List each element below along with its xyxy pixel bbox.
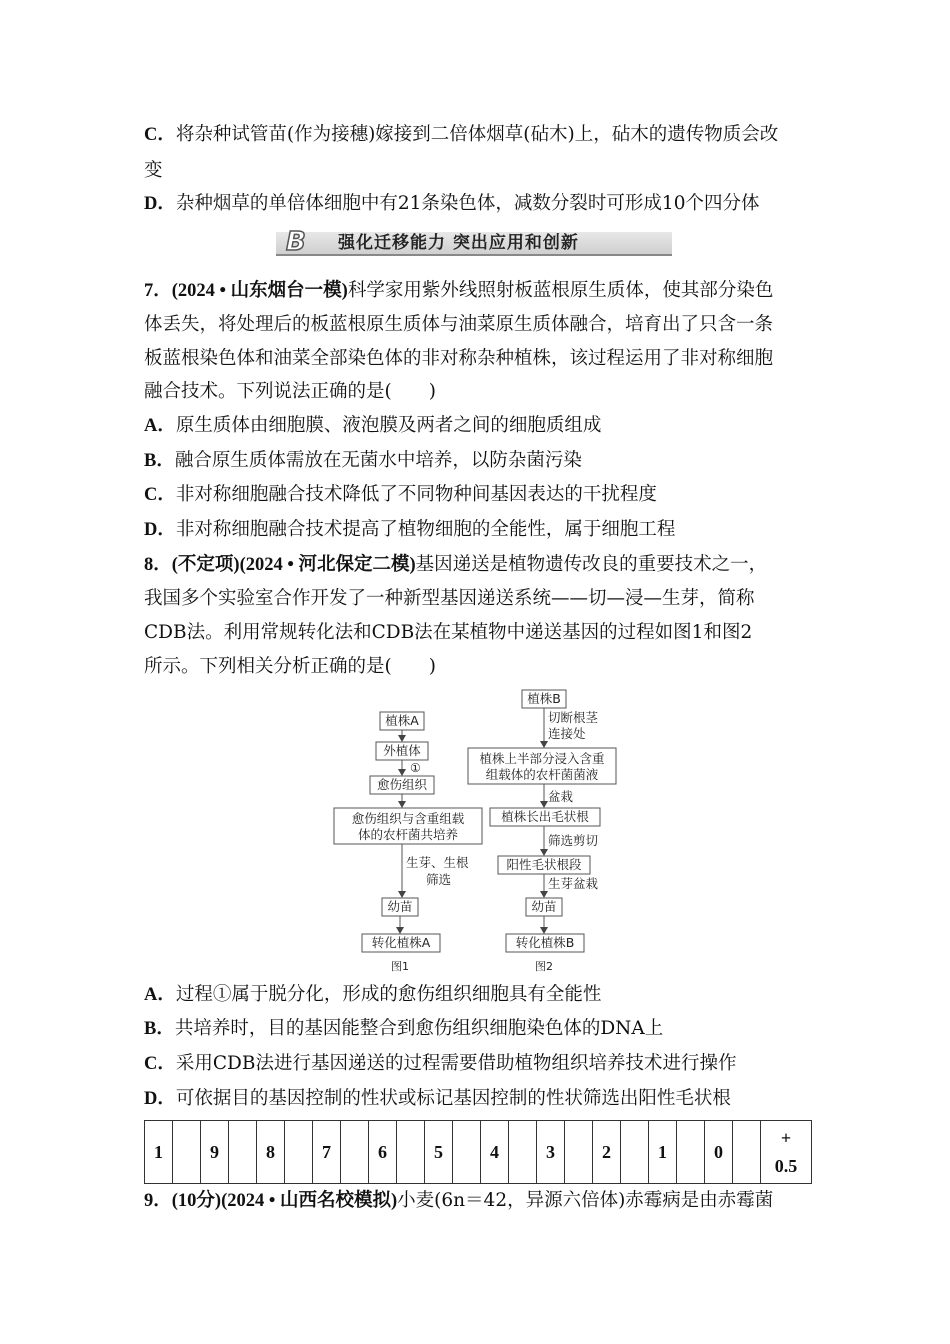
- fig2-step-2: 盆栽: [548, 789, 574, 804]
- score-blank[interactable]: [285, 1121, 313, 1184]
- fig1-label-transgenic-a: 转化植株A: [371, 935, 431, 950]
- fig2-step-1a: 切断根茎: [548, 710, 599, 725]
- fig1-step-2b: 筛选: [426, 872, 452, 887]
- q7-stem-line1: [144, 276, 773, 306]
- score-blank[interactable]: [509, 1121, 537, 1184]
- option-label: C．: [144, 1054, 176, 1074]
- fig2-label-transgenic-b: 转化植株B: [515, 935, 575, 950]
- option-text: 原生质体由细胞膜、液泡膜及两者之间的细胞质组成: [175, 415, 602, 436]
- fig1-label-coculture-1: 愈伤组织与含重组载: [351, 811, 465, 826]
- option-text: 非对称细胞融合技术降低了不同物种间基因表达的干扰程度: [175, 484, 657, 505]
- question-text: 小麦(6n＝42，异源六倍体)赤霉病是由赤霉菌: [397, 1190, 774, 1211]
- score-cell[interactable]: 9: [201, 1121, 229, 1184]
- option-text: 共培养时，目的基因能整合到愈伤组织细胞染色体的DNA上: [174, 1018, 664, 1039]
- q7-option-a: [144, 411, 601, 441]
- q8-stem-line2: 我国多个实验室合作开发了一种新型基因递送系统——切—浸—生芽，简称: [144, 588, 755, 609]
- question-source: (10分)(2024 • 山西名校模拟): [171, 1191, 398, 1211]
- fig1-step-2a: 生芽、生根: [406, 855, 469, 870]
- q8-stem-line4: 所示。下列相关分析正确的是( ): [144, 656, 436, 677]
- fig1-step-1: ①: [410, 761, 421, 775]
- option-text: 将杂种试管苗(作为接穗)嫁接到二倍体烟草(砧木)上，砧木的遗传物质会改: [175, 124, 779, 145]
- score-blank[interactable]: [621, 1121, 649, 1184]
- q8-option-b: [144, 1014, 663, 1044]
- score-blank[interactable]: [341, 1121, 369, 1184]
- question-source: (2024 • 山东烟台一模): [171, 281, 348, 301]
- score-blank[interactable]: [397, 1121, 425, 1184]
- q6-option-c: [144, 120, 778, 150]
- option-label: D．: [144, 520, 176, 540]
- fig2-step-3: 筛选剪切: [548, 833, 599, 848]
- q8-option-a: [144, 980, 601, 1010]
- q6-option-d: [144, 189, 759, 219]
- score-cell[interactable]: 2: [593, 1121, 621, 1184]
- fig1-label-callus: 愈伤组织: [376, 777, 428, 792]
- flow-diagram: [320, 684, 640, 976]
- fig2-label-hairy-roots: 植株长出毛状根: [501, 809, 589, 824]
- q8-option-c: [144, 1049, 736, 1079]
- fig2-label-positive-roots: 阳性毛状根段: [506, 857, 582, 872]
- option-text: 杂种烟草的单倍体细胞中有21条染色体，减数分裂时可形成10个四分体: [175, 193, 760, 214]
- score-cell[interactable]: 6: [369, 1121, 397, 1184]
- fig1-label-coculture-2: 体的农杆菌共培养: [357, 827, 459, 842]
- q6-option-c-cont: [144, 156, 163, 186]
- fig2-caption: 图2: [535, 960, 553, 973]
- option-text: 非对称细胞融合技术提高了植物细胞的全能性，属于细胞工程: [175, 519, 676, 540]
- score-cell[interactable]: 1: [145, 1121, 173, 1184]
- fig1-label-seedling: 幼苗: [387, 899, 413, 914]
- question-text: 基因递送是植物遗传改良的重要技术之一，: [415, 554, 768, 575]
- score-blank[interactable]: [453, 1121, 481, 1184]
- score-blank[interactable]: [229, 1121, 257, 1184]
- q8-stem-line1: [144, 550, 767, 580]
- score-cell[interactable]: 1: [649, 1121, 677, 1184]
- option-label: D．: [144, 194, 176, 214]
- score-table: [144, 1120, 812, 1184]
- score-cell-half[interactable]: [761, 1121, 812, 1184]
- q7-stem-line4: 融合技术。下列说法正确的是( ): [144, 381, 436, 402]
- option-label: A．: [144, 985, 176, 1005]
- option-label: D．: [144, 1089, 176, 1109]
- q7-option-b: [144, 446, 582, 476]
- option-text: 过程①属于脱分化，形成的愈伤组织细胞具有全能性: [175, 984, 602, 1005]
- q7-option-d: [144, 515, 675, 545]
- option-text: 融合原生质体需放在无菌水中培养，以防杂菌污染: [174, 450, 582, 471]
- banner-letter-icon: B: [286, 227, 306, 257]
- option-label: C．: [144, 485, 176, 505]
- score-row: [145, 1121, 812, 1184]
- fig2-step-4: 生芽盆栽: [548, 876, 599, 891]
- option-text: 可依据目的基因控制的性状或标记基因控制的性状筛选出阳性毛状根: [175, 1088, 731, 1109]
- question-text: 科学家用紫外线照射板蓝根原生质体，使其部分染色: [347, 280, 774, 301]
- score-cell[interactable]: 5: [425, 1121, 453, 1184]
- q9-stem-line1: [144, 1186, 773, 1216]
- score-blank[interactable]: [173, 1121, 201, 1184]
- question-number: 9．: [144, 1191, 172, 1211]
- question-source: (不定项)(2024 • 河北保定二模): [171, 555, 416, 575]
- score-blank[interactable]: [733, 1121, 761, 1184]
- fig1-label-plant-a: 植株A: [385, 713, 419, 728]
- fig2-label-immersion-1: 植株上半部分浸入含重: [479, 751, 605, 766]
- section-banner: [276, 228, 672, 258]
- option-label: A．: [144, 416, 176, 436]
- q8-stem-line3: CDB法。利用常规转化法和CDB法在某植物中递送基因的过程如图1和图2: [144, 622, 753, 643]
- fig2-label-immersion-2: 组载体的农杆菌菌液: [485, 767, 599, 782]
- q8-option-d: [144, 1084, 731, 1114]
- q7-option-c: [144, 480, 657, 510]
- option-label: B．: [144, 1019, 175, 1039]
- score-half: 0.5: [774, 1156, 798, 1176]
- fig2-label-plant-b: 植株B: [527, 691, 561, 706]
- option-label: C．: [144, 125, 176, 145]
- banner-title: 强化迁移能力 突出应用和创新: [338, 233, 579, 253]
- score-blank[interactable]: [677, 1121, 705, 1184]
- q7-stem-line3: 板蓝根染色体和油菜全部染色体的非对称杂种植株，该过程运用了非对称细胞: [144, 348, 774, 369]
- score-cell[interactable]: 8: [257, 1121, 285, 1184]
- score-blank[interactable]: [565, 1121, 593, 1184]
- option-label: B．: [144, 451, 175, 471]
- option-text: 变: [144, 160, 163, 181]
- score-plus: +: [780, 1128, 792, 1148]
- q7-stem-line2: 体丢失，将处理后的板蓝根原生质体与油菜原生质体融合，培育出了只含一条: [144, 314, 774, 335]
- option-text: 采用CDB法进行基因递送的过程需要借助植物组织培养技术进行操作: [175, 1053, 737, 1074]
- fig2-step-1b: 连接处: [548, 726, 586, 741]
- score-cell[interactable]: 4: [481, 1121, 509, 1184]
- question-number: 8．: [144, 555, 172, 575]
- score-cell[interactable]: 0: [705, 1121, 733, 1184]
- score-cell[interactable]: 7: [313, 1121, 341, 1184]
- fig1-label-explant: 外植体: [383, 743, 421, 758]
- question-number: 7．: [144, 281, 172, 301]
- fig1-caption: 图1: [391, 960, 409, 973]
- score-cell[interactable]: 3: [537, 1121, 565, 1184]
- fig2-label-seedling: 幼苗: [531, 899, 557, 914]
